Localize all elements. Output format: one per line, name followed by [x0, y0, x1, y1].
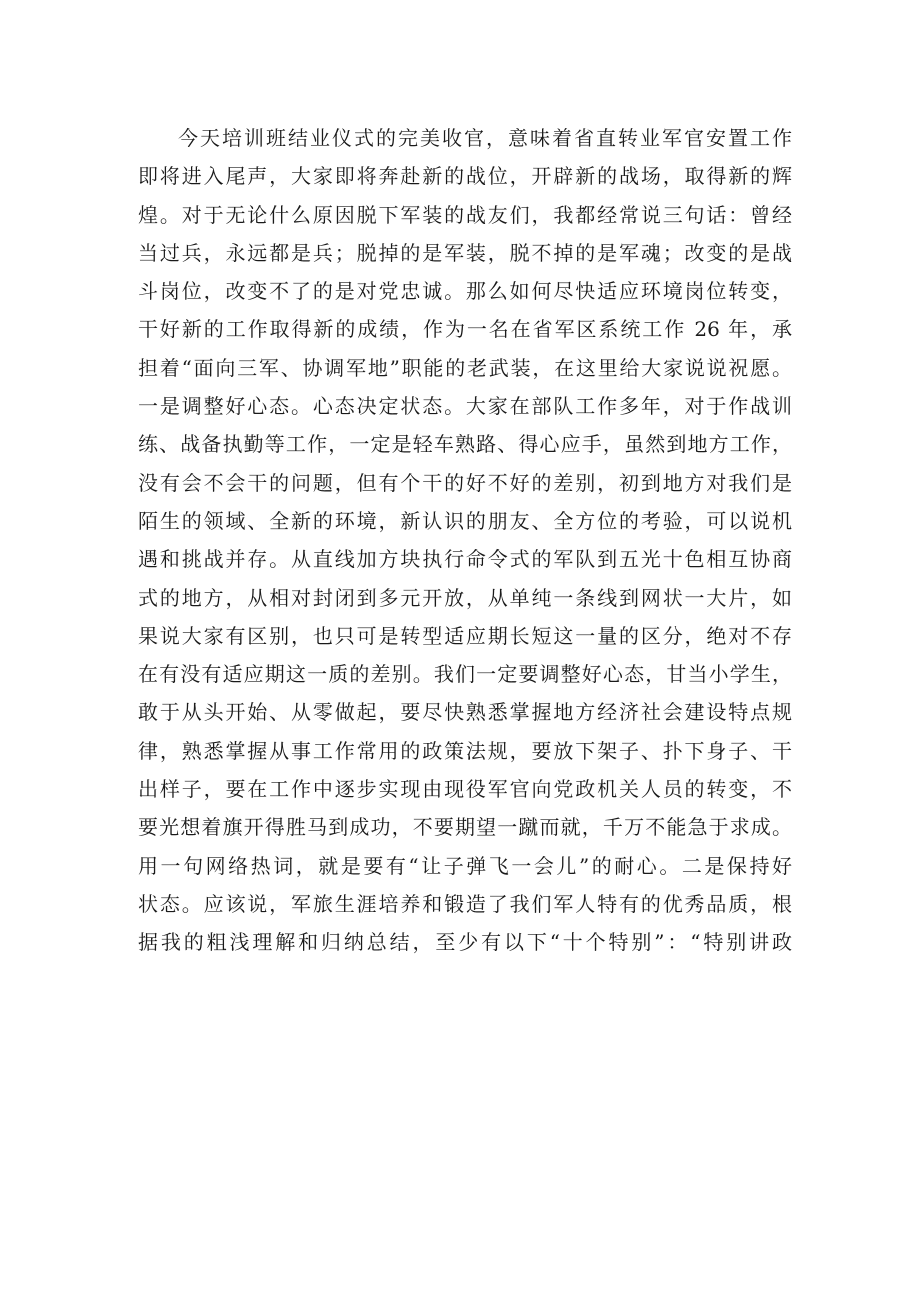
text-line: 用一句网络热词，就是要有“让子弹飞一会儿”的耐心。二是保持好: [138, 853, 792, 878]
text-line: 干好新的工作取得新的成绩，作为一名在省军区系统工作 26 年，承: [138, 317, 792, 342]
text-line: 敢于从头开始、从零做起，要尽快熟悉掌握地方经济社会建设特点规: [138, 700, 792, 725]
text-line: 陌生的领域、全新的环境，新认识的朋友、全方位的考验，可以说机: [138, 508, 792, 533]
text-line: 没有会不会干的问题，但有个干的好不好的差别，初到地方对我们是: [138, 470, 792, 495]
text-line: 出样子，要在工作中逐步实现由现役军官向党政机关人员的转变，不: [138, 777, 792, 802]
body-paragraph: [138, 119, 792, 962]
text-line: 斗岗位，改变不了的是对党忠诚。那么如何尽快适应环境岗位转变，: [138, 279, 792, 304]
text-line: 即将进入尾声，大家即将奔赴新的战位，开辟新的战场，取得新的辉: [138, 164, 792, 189]
text-line: 状态。应该说，军旅生涯培养和锻造了我们军人特有的优秀品质，根: [138, 891, 792, 916]
text-line: 担着“面向三军、协调军地”职能的老武装，在这里给大家说说祝愿。: [138, 355, 792, 380]
text-line: 一是调整好心态。心态决定状态。大家在部队工作多年，对于作战训: [138, 394, 792, 419]
text-line: 练、战备执勤等工作，一定是轻车熟路、得心应手，虽然到地方工作，: [138, 432, 792, 457]
text-line: 煌。对于无论什么原因脱下军装的战友们，我都经常说三句话：曾经: [138, 202, 792, 227]
text-line: 式的地方，从相对封闭到多元开放，从单纯一条线到网状一大片，如: [138, 585, 792, 610]
text-line: 果说大家有区别，也只可是转型适应期长短这一量的区分，绝对不存: [138, 623, 792, 648]
text-line: 在有没有适应期这一质的差别。我们一定要调整好心态，甘当小学生，: [138, 662, 792, 687]
text-line: 要光想着旗开得胜马到成功，不要期望一蹴而就，千万不能急于求成。: [138, 815, 792, 840]
text-line: 今天培训班结业仪式的完美收官，意味着省直转业军官安置工作: [178, 126, 792, 150]
text-line: 律，熟悉掌握从事工作常用的政策法规，要放下架子、扑下身子、干: [138, 738, 792, 763]
text-line: 当过兵，永远都是兵；脱掉的是军装，脱不掉的是军魂；改变的是战: [138, 240, 792, 265]
text-line: 遇和挑战并存。从直线加方块执行命令式的军队到五光十色相互协商: [138, 547, 792, 572]
text-line: 据我的粗浅理解和归纳总结，至少有以下“十个特别”：“特别讲政: [138, 930, 792, 955]
